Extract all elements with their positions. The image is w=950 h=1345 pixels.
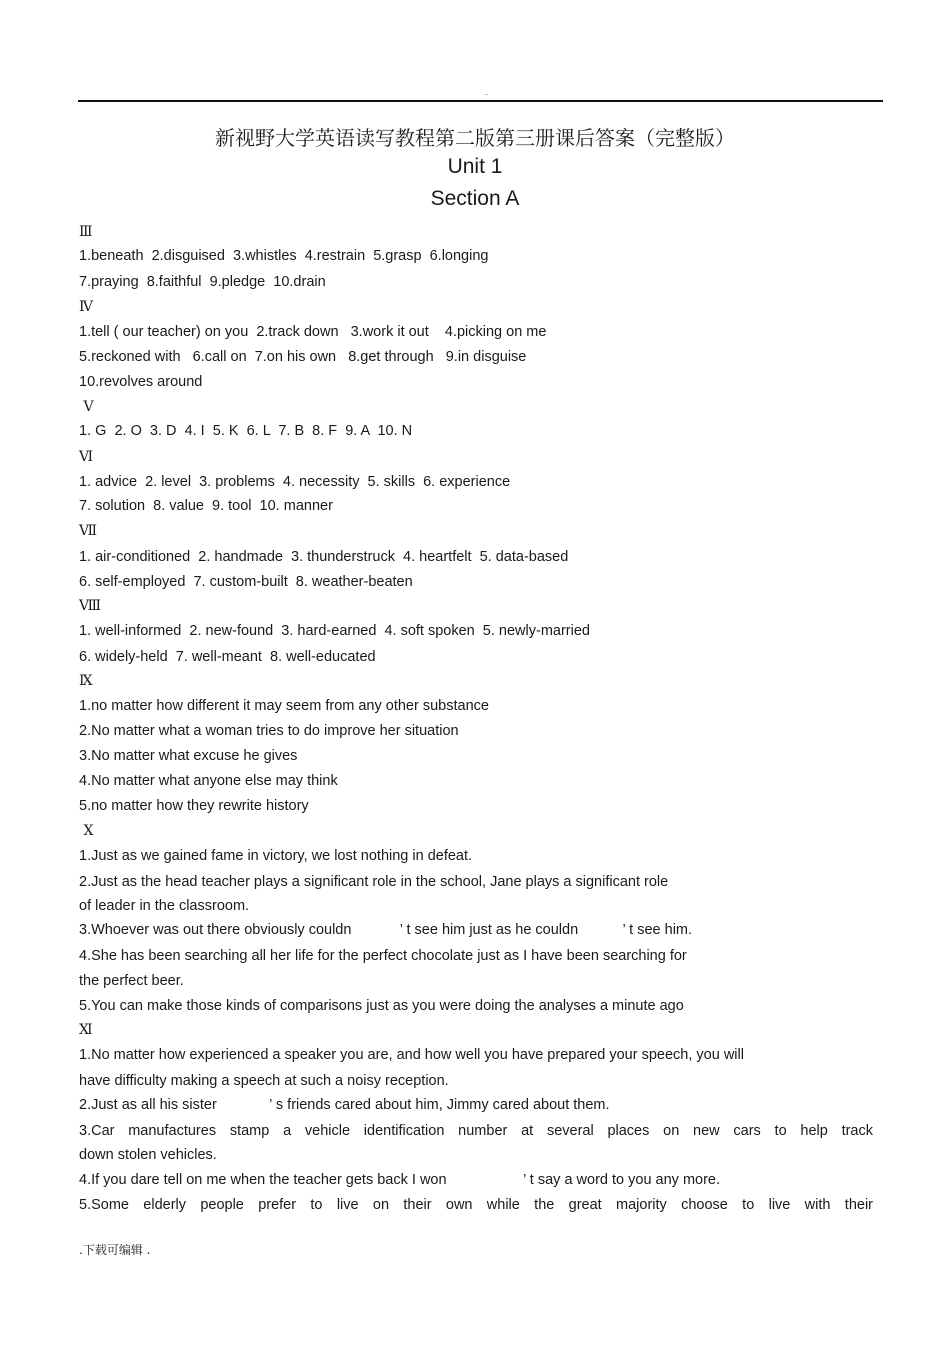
answer-line: 2.Just as the head teacher plays a significant role in the school, Jane plays a significant role [79, 874, 669, 890]
answer-line: 1. G 2. O 3. D 4. I 5. K 6. L 7. B 8. F 9. A 10. N [79, 423, 413, 439]
answer-line: 1. air-conditioned 2. handmade 3. thunderstruck 4. heartfelt 5. data-based [79, 549, 569, 565]
answer-line: 3.Car manufactures stamp a vehicle identification number at several places on new cars to help track [79, 1123, 873, 1139]
exercise-heading: Ⅸ [79, 673, 93, 689]
answer-line: 5.reckoned with 6.call on 7.on his own 8.get through 9.in disguise [79, 349, 527, 365]
answer-line: the perfect beer. [79, 973, 184, 989]
answer-line: 5.no matter how they rewrite history [79, 798, 309, 814]
answer-line: 3.Whoever was out there obviously couldn ’ t see him just as he couldn ’ t see him. [79, 922, 693, 938]
exercise-heading: Ⅵ [79, 449, 94, 465]
answer-line: 1.No matter how experienced a speaker you are, and how well you have prepared your speech, you will [79, 1047, 744, 1063]
answer-line: 4.She has been searching all her life for the perfect chocolate just as I have been searching for [79, 948, 687, 964]
header-mark: .. [484, 88, 489, 97]
header-rule [78, 100, 883, 102]
answer-line: 2.Just as all his sister ’ s friends cared about him, Jimmy cared about them. [79, 1097, 610, 1113]
answer-line: 1. advice 2. level 3. problems 4. necessity 5. skills 6. experience [79, 474, 511, 490]
answer-line: 10.revolves around [79, 374, 203, 390]
answer-line: 4.No matter what anyone else may think [79, 773, 338, 789]
answer-line: 5.You can make those kinds of comparisons just as you were doing the analyses a minute ago [79, 998, 684, 1014]
answer-line: 5.Some elderly people prefer to live on their own while the great majority choose to live with their [79, 1197, 873, 1213]
answer-line: 1.tell ( our teacher) on you 2.track down 3.work it out 4.picking on me [79, 324, 547, 340]
exercise-heading: Ⅲ [79, 224, 93, 240]
answer-line: 7. solution 8. value 9. tool 10. manner [79, 498, 333, 514]
footer-note: .下载可编辑 . [79, 1243, 151, 1257]
answer-line: 7.praying 8.faithful 9.pledge 10.drain [79, 274, 326, 290]
unit-heading: Unit 1 [447, 155, 503, 178]
document-title: 新视野大学英语读写教程第二版第三册课后答案（完整版） [215, 126, 735, 150]
exercise-heading: Ⅳ [79, 299, 93, 315]
exercise-heading: Ⅶ [79, 523, 98, 539]
answer-line: have difficulty making a speech at such a noisy reception. [79, 1073, 449, 1089]
answer-line: 1.beneath 2.disguised 3.whistles 4.restrain 5.grasp 6.longing [79, 248, 489, 264]
answer-line: of leader in the classroom. [79, 898, 250, 914]
answer-line: 1. well-informed 2. new-found 3. hard-earned 4. soft spoken 5. newly-married [79, 623, 590, 639]
exercise-heading: Ⅷ [79, 598, 102, 614]
exercise-heading: Ⅹ [79, 823, 94, 839]
answer-line: 1.no matter how different it may seem from any other substance [79, 698, 489, 714]
answer-line: down stolen vehicles. [79, 1147, 217, 1163]
exercise-heading: Ⅴ [79, 399, 94, 415]
exercise-heading: Ⅺ [79, 1022, 93, 1038]
answer-line: 4.If you dare tell on me when the teacher gets back I won ’ t say a word to you any more. [79, 1172, 721, 1188]
section-heading: Section A [430, 187, 520, 210]
answer-line: 1.Just as we gained fame in victory, we lost nothing in defeat. [79, 848, 473, 864]
answer-line: 3.No matter what excuse he gives [79, 748, 298, 764]
answer-line: 6. widely-held 7. well-meant 8. well-educated [79, 649, 376, 665]
answer-line: 2.No matter what a woman tries to do improve her situation [79, 723, 459, 739]
answer-line: 6. self-employed 7. custom-built 8. weather-beaten [79, 574, 413, 590]
